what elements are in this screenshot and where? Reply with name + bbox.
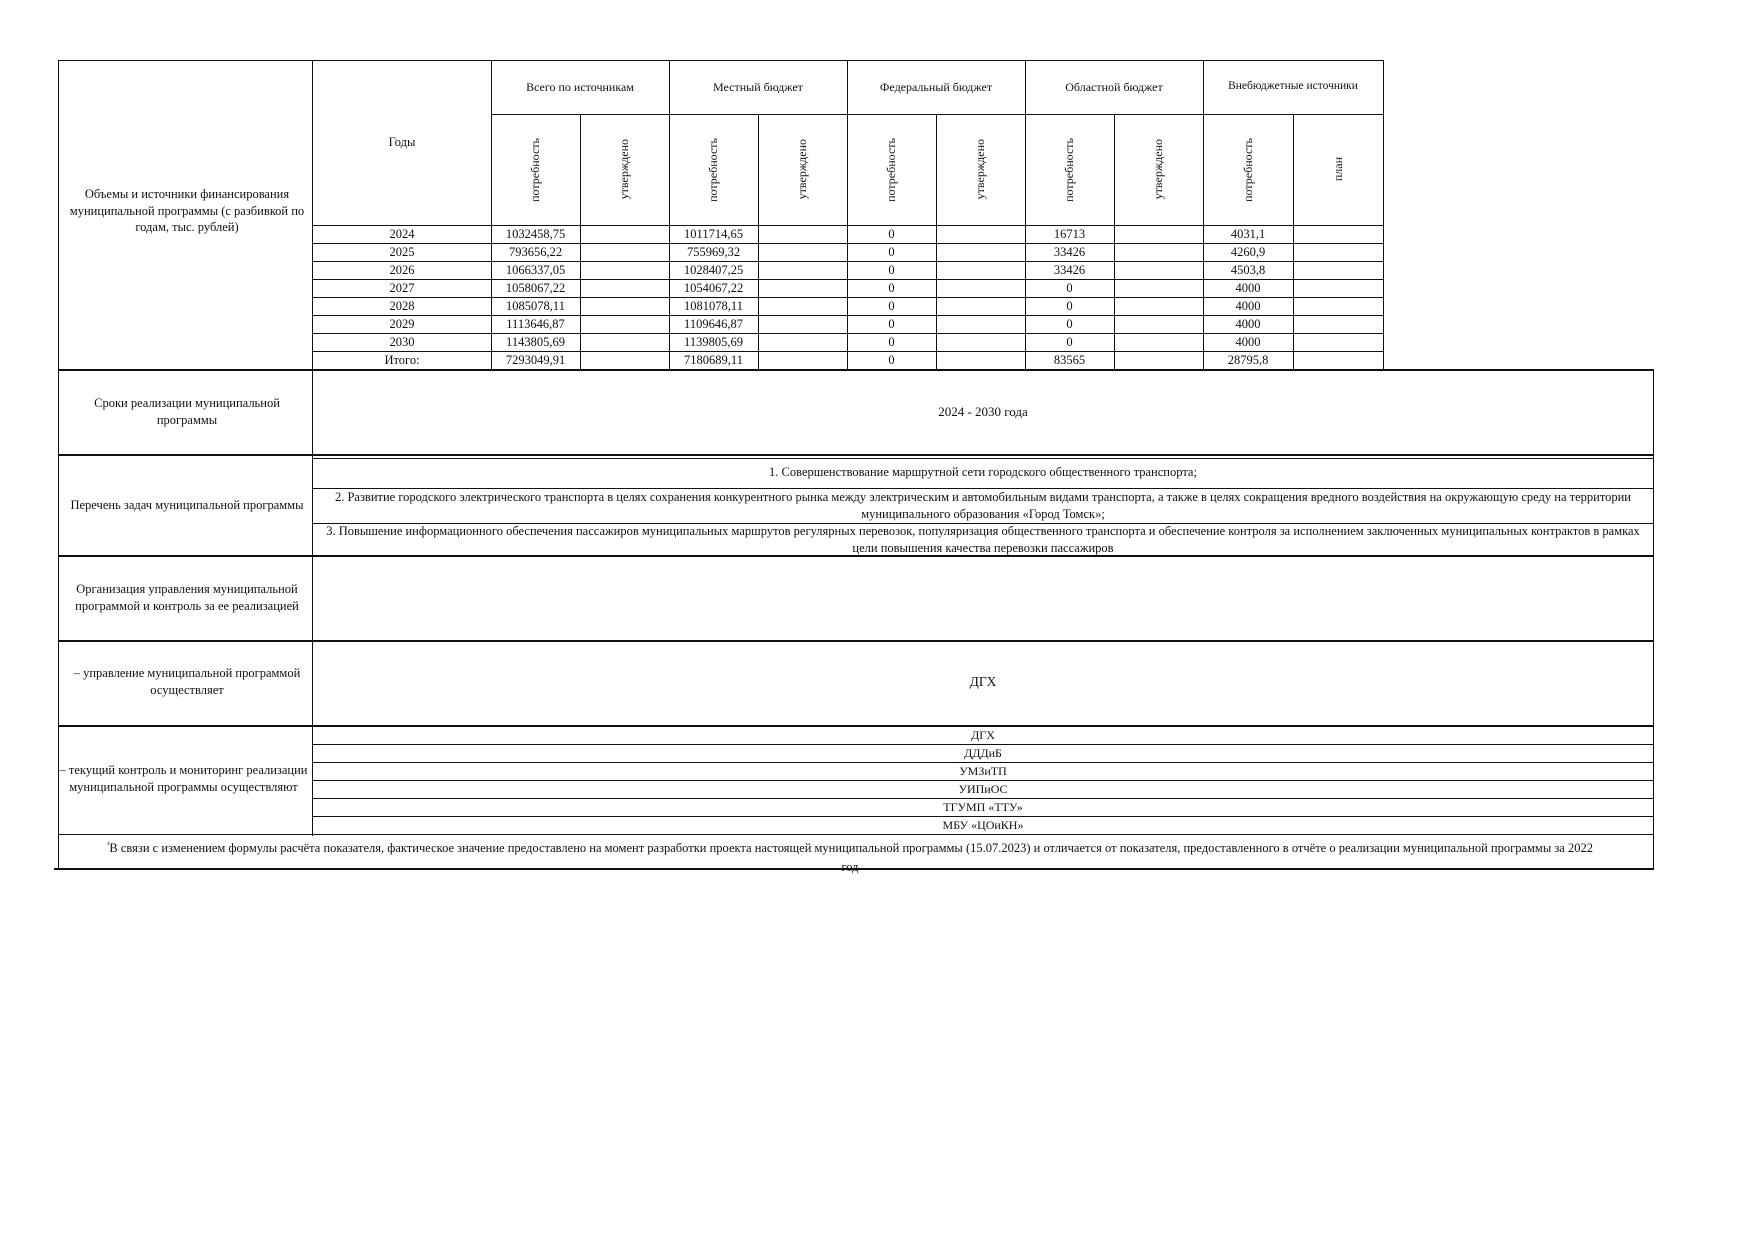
value-cell: 4260,9 <box>1230 244 1266 259</box>
total-label-cell: Итого: <box>384 352 420 367</box>
table-line <box>312 333 1384 334</box>
value-cell: 0 <box>888 280 895 295</box>
value-cell <box>580 297 669 315</box>
year-cell: 2026 <box>389 262 415 277</box>
value-cell: 1011714,65 <box>684 226 743 241</box>
value-cell <box>758 297 847 315</box>
value-cell <box>936 333 1025 351</box>
table-line <box>1293 114 1294 369</box>
value-cell <box>936 279 1025 297</box>
table-line <box>58 555 1654 557</box>
finance-section-label: Объемы и источники финансирования муниципальной программы (с разбивкой по годам, тыс. рублей) <box>69 186 305 235</box>
terms-value: 2024 - 2030 года <box>938 404 1028 420</box>
table-line <box>758 114 759 369</box>
management-value: ДГХ <box>969 673 997 689</box>
subcol-header: утверждено <box>973 139 988 200</box>
table-line <box>312 458 1654 459</box>
control-item: ТГУМП «ТТУ» <box>943 799 1023 814</box>
value-cell <box>580 279 669 297</box>
value-cell: 0 <box>1066 334 1073 349</box>
value-cell <box>1114 297 1203 315</box>
control-item: ДДДиБ <box>964 745 1002 760</box>
year-cell: 2027 <box>389 280 415 295</box>
group-header-local: Местный бюджет <box>713 79 803 94</box>
total-value-cell: 7180689,11 <box>684 352 743 367</box>
value-cell: 1109646,87 <box>684 316 743 331</box>
subcol-header: утверждено <box>617 139 632 200</box>
organization-label: Организация управления муниципальной программой и контроль за ее реализацией <box>75 582 299 613</box>
value-cell: 0 <box>888 226 895 241</box>
table-line <box>312 297 1384 298</box>
table-line <box>312 780 1654 781</box>
value-cell <box>936 297 1025 315</box>
value-cell <box>1114 333 1203 351</box>
value-cell: 1066337,05 <box>505 262 566 277</box>
total-value-cell: 28795,8 <box>1227 352 1269 367</box>
control-item: УИПиОС <box>958 781 1008 796</box>
year-cell: 2025 <box>389 244 415 259</box>
total-value-cell: 83565 <box>1053 352 1086 367</box>
value-cell <box>1114 243 1203 261</box>
table-line <box>58 454 1654 456</box>
value-cell <box>1293 243 1383 261</box>
control-item: ДГХ <box>971 727 995 742</box>
value-cell <box>936 243 1025 261</box>
value-cell <box>936 315 1025 333</box>
value-cell <box>936 225 1025 243</box>
total-value-cell <box>580 351 669 369</box>
year-cell: 2029 <box>389 316 415 331</box>
value-cell: 4000 <box>1235 316 1261 331</box>
table-line <box>58 640 1654 642</box>
organization-value <box>313 556 1653 640</box>
value-cell: 1032458,75 <box>505 226 566 241</box>
value-cell <box>1293 279 1383 297</box>
value-cell: 1113646,87 <box>506 316 565 331</box>
table-line <box>54 868 1654 870</box>
total-value-cell <box>936 351 1025 369</box>
value-cell: 4000 <box>1235 334 1261 349</box>
table-line <box>312 351 1384 352</box>
value-cell <box>1114 315 1203 333</box>
value-cell: 0 <box>888 244 895 259</box>
table-line <box>847 60 848 369</box>
task-item-1: 1. Совершенствование маршрутной сети городского общественного транспорта; <box>769 464 1197 479</box>
table-line <box>580 114 581 369</box>
terms-label: Сроки реализации муниципальной программы <box>94 396 280 427</box>
year-cell: 2028 <box>389 298 415 313</box>
value-cell: 16713 <box>1053 226 1086 241</box>
table-line <box>669 60 670 369</box>
table-line <box>1114 114 1115 369</box>
value-cell: 1054067,22 <box>683 280 744 295</box>
value-cell: 0 <box>1066 316 1073 331</box>
value-cell: 33426 <box>1053 262 1086 277</box>
control-item: МБУ «ЦОиКН» <box>942 817 1024 832</box>
table-line <box>58 60 59 869</box>
subcol-header: потребность <box>1240 137 1255 202</box>
total-value-cell <box>1293 351 1383 369</box>
group-header-extrabudget: Внебюджетные источники <box>1228 80 1358 93</box>
footnote-text: В связи с изменением формулы расчёта показателя, фактическое значение предоставлено на момент разработки проекта настоящей муниципальной программы (15.07.2023) и отличается от показателя, предоставленного в отчёте о реализации муниципальной программы за 2022 год <box>109 841 1593 875</box>
value-cell: 0 <box>1066 280 1073 295</box>
total-value-cell <box>1114 351 1203 369</box>
value-cell: 0 <box>888 262 895 277</box>
value-cell: 793656,22 <box>508 244 563 259</box>
table-line <box>312 225 1384 226</box>
table-line <box>1203 60 1204 369</box>
control-label: – текущий контроль и мониторинг реализации муниципальной программы осуществляют <box>59 763 308 794</box>
value-cell <box>1114 261 1203 279</box>
total-value-cell <box>758 351 847 369</box>
table-line <box>58 725 1654 727</box>
value-cell <box>758 333 847 351</box>
subcol-header: потребность <box>884 137 899 202</box>
value-cell <box>1114 279 1203 297</box>
year-cell: 2030 <box>389 334 415 349</box>
value-cell: 1143805,69 <box>506 334 565 349</box>
value-cell: 1058067,22 <box>505 280 566 295</box>
value-cell <box>1293 225 1383 243</box>
table-line <box>312 279 1384 280</box>
value-cell: 4000 <box>1235 298 1261 313</box>
value-cell: 1028407,25 <box>683 262 744 277</box>
value-cell <box>580 333 669 351</box>
total-value-cell: 7293049,91 <box>505 352 566 367</box>
value-cell: 1085078,11 <box>506 298 565 313</box>
year-cell: 2024 <box>389 226 415 241</box>
group-header-federal: Федеральный бюджет <box>879 79 993 94</box>
value-cell: 1081078,11 <box>684 298 743 313</box>
value-cell: 4031,1 <box>1230 226 1266 241</box>
table-line <box>312 60 313 836</box>
value-cell <box>580 225 669 243</box>
table-line <box>312 488 1654 489</box>
value-cell <box>758 261 847 279</box>
table-line <box>58 834 1654 835</box>
value-cell <box>1293 261 1383 279</box>
value-cell <box>1293 333 1383 351</box>
value-cell <box>758 279 847 297</box>
value-cell <box>758 315 847 333</box>
table-line <box>312 816 1654 817</box>
table-line <box>491 114 1384 115</box>
table-line <box>312 523 1654 524</box>
value-cell: 0 <box>888 334 895 349</box>
table-line <box>312 261 1384 262</box>
value-cell: 0 <box>888 298 895 313</box>
table-line <box>1653 369 1654 869</box>
table-line <box>58 60 1384 61</box>
table-line <box>312 243 1384 244</box>
table-line <box>58 369 1654 371</box>
value-cell <box>1114 225 1203 243</box>
value-cell: 755969,32 <box>686 244 741 259</box>
table-line <box>1025 60 1026 369</box>
management-label: – управление муниципальной программой осуществляет <box>73 666 301 697</box>
table-line <box>936 114 937 369</box>
subcol-header: потребность <box>528 137 543 202</box>
value-cell: 0 <box>1066 298 1073 313</box>
value-cell: 0 <box>888 316 895 331</box>
subcol-header: план <box>1330 157 1345 182</box>
value-cell <box>758 225 847 243</box>
group-header-regional: Областной бюджет <box>1065 79 1163 94</box>
value-cell <box>1293 315 1383 333</box>
total-value-cell: 0 <box>888 352 895 367</box>
group-header-total: Всего по источникам <box>526 79 634 94</box>
table-line <box>312 762 1654 763</box>
value-cell: 4503,8 <box>1230 262 1266 277</box>
value-cell <box>1293 297 1383 315</box>
tasks-label: Перечень задач муниципальной программы <box>70 497 304 512</box>
subcol-header: потребность <box>1062 137 1077 202</box>
value-cell: 33426 <box>1053 244 1086 259</box>
footnote-marker: ¹ <box>107 840 110 849</box>
table-line <box>312 798 1654 799</box>
control-item: УМЗиТП <box>959 763 1007 778</box>
subcol-header: утверждено <box>795 139 810 200</box>
task-item-3: 3. Повышение информационного обеспечения пассажиров муниципальных маршрутов регулярных перевозок, популяризация общественного транспорта и обеспечение контроля за исполнением заключенных муниципальных контрактов в рамках цели повышения качества перевозки пассажиров <box>326 523 1640 555</box>
subcol-header: утверждено <box>1151 139 1166 200</box>
subcol-header: потребность <box>706 137 721 202</box>
table-line <box>1383 60 1384 369</box>
table-line <box>312 315 1384 316</box>
value-cell <box>936 261 1025 279</box>
table-line <box>491 60 492 369</box>
value-cell <box>580 261 669 279</box>
value-cell <box>758 243 847 261</box>
years-header: Годы <box>388 135 416 150</box>
value-cell <box>580 243 669 261</box>
value-cell: 1139805,69 <box>684 334 743 349</box>
table-line <box>312 744 1654 745</box>
task-item-2: 2. Развитие городского электрического транспорта в целях сохранения конкурентного рынка между электрическим и автомобильным видами транспорта, а также в целях сокращения вредного воздействия на окружающую среду на территории муниципального образования «Город Томск»; <box>334 489 1631 521</box>
value-cell: 4000 <box>1235 280 1261 295</box>
value-cell <box>580 315 669 333</box>
